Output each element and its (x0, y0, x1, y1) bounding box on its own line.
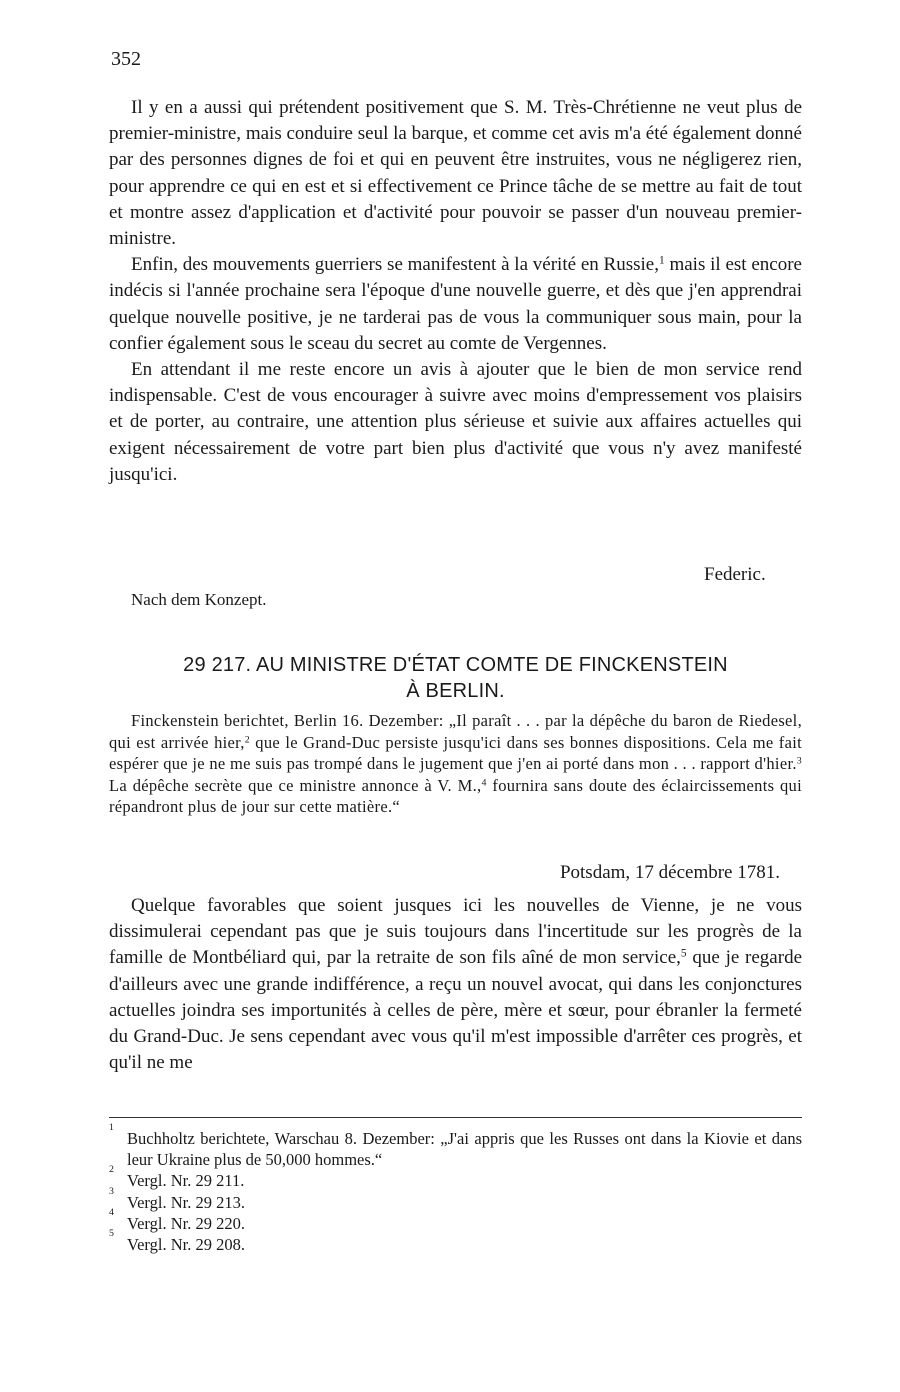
footnote-ref: 2 (244, 734, 250, 746)
summary-text: La dépêche secrète que ce ministre annonce à V. M., (109, 775, 482, 795)
footnote (109, 1206, 802, 1234)
summary-paragraph (109, 710, 802, 818)
footnote-text: Vergl. Nr. 29 208. (127, 1235, 245, 1255)
footnote-text: Vergl. Nr. 29 211. (127, 1171, 245, 1191)
letter-heading (109, 652, 802, 704)
footnote-mark: 5 (109, 1228, 114, 1240)
footnote-mark: 4 (109, 1206, 114, 1218)
footnote-text: Buchholtz berichtete, Warschau 8. Dezember: „J'ai appris que les Russes ont dans la Kiovie et dans leur Ukraine plus de 50,000 hommes.“ (127, 1129, 802, 1170)
footnote-ref: 3 (796, 755, 802, 767)
letter-body (109, 95, 802, 488)
summary-text: que le Grand-Duc persiste jusqu'ici dans ses bonnes dispositions. Cela me fait espérer que je ne me suis pas trompé dans le jugement que j'en ai porté dans mon . . . rapport d'hier. (109, 732, 802, 773)
signature: Federic. (704, 564, 766, 585)
paragraph (109, 252, 802, 357)
footnote-mark: 3 (109, 1185, 114, 1197)
footnotes (109, 1122, 802, 1255)
paragraph-text: que je regarde d'ailleurs avec une grande indifférence, a reçu un nouvel avocat, qui dans les conjonctures actuelles joindra ses importunités à celles de père, mère et sœur, pour ébranler la fermeté du Grand-Duc. Je sens cependant avec vous qu'il m'est impossible d'arrêter ces progrès, et qu'il ne me (109, 947, 802, 1074)
footnote (109, 1122, 802, 1170)
letter-body (109, 893, 802, 1076)
footnote-ref: 1 (658, 254, 665, 267)
summary-text: fournira sans doute des éclaircissements qui répandront plus de jour sur cette matière.“ (109, 775, 802, 816)
footnote-divider (109, 1117, 802, 1118)
heading-line: À BERLIN. (406, 680, 505, 702)
footnote (109, 1228, 802, 1255)
paragraph-text: mais il est encore indécis si l'année prochaine sera l'époque d'une nouvelle guerre, et dès que j'en apprendrai quelque nouvelle positive, je ne tarderai pas de vous la communiquer sous main, pour la confier également sous le sceau du secret au comte de Vergennes. (109, 254, 802, 354)
paragraph-text: Quelque favorables que soient jusques ici les nouvelles de Vienne, je ne vous dissimulerai cependant pas que je suis toujours dans l'incertitude sur les progrès de la famille de Montbéliard qui, par la retraite de son fils aîné de mon service, (109, 895, 802, 969)
footnote (109, 1185, 802, 1213)
footnote-text: Vergl. Nr. 29 213. (127, 1192, 245, 1212)
paragraph: Il y en a aussi qui prétendent positivement que S. M. Très-Chrétienne ne veut plus de premier-ministre, mais conduire seul la barque, et comme cet avis m'a été également donné par des personnes dignes de foi et qui en peuvent être instruites, vous ne négligerez rien, pour apprendre ce qui en est et si effectivement ce Prince tâche de se mettre au fait de tout et montre assez d'application et d'activité pour pouvoir se passer d'un nouveau premier-ministre. (109, 97, 802, 250)
paragraph-text: Enfin, des mouvements guerriers se manifestent à la vérité en Russie, (131, 254, 659, 276)
source-note: Nach dem Konzept. (131, 590, 267, 609)
footnote-ref: 4 (481, 777, 487, 789)
page-number: 352 (111, 48, 141, 70)
footnote-mark: 2 (109, 1164, 114, 1176)
footnote-mark: 1 (109, 1122, 114, 1133)
summary-text: Finckenstein berichtet, Berlin 16. Dezember: „Il paraît . . . par la dépêche du baron de Riedesel, qui est arrivée hier, (109, 711, 802, 752)
heading-line: 29 217. AU MINISTRE D'ÉTAT COMTE DE FINCKENSTEIN (183, 654, 728, 676)
footnote-text: Vergl. Nr. 29 220. (127, 1213, 245, 1233)
paragraph (109, 893, 802, 1076)
footnote-ref: 5 (680, 948, 687, 961)
dateline: Potsdam, 17 décembre 1781. (559, 862, 780, 883)
footnote (109, 1164, 802, 1191)
paragraph: En attendant il me reste encore un avis à ajouter que le bien de mon service rend indispensable. C'est de vous encourager à suivre avec moins d'empressement vos plaisirs et de porter, au contraire, une attention plus sérieuse et suivie aux affaires actuelles qui exigent nécessairement de votre part bien plus d'activité que vous n'y avez manifesté jusqu'ici. (109, 359, 802, 485)
